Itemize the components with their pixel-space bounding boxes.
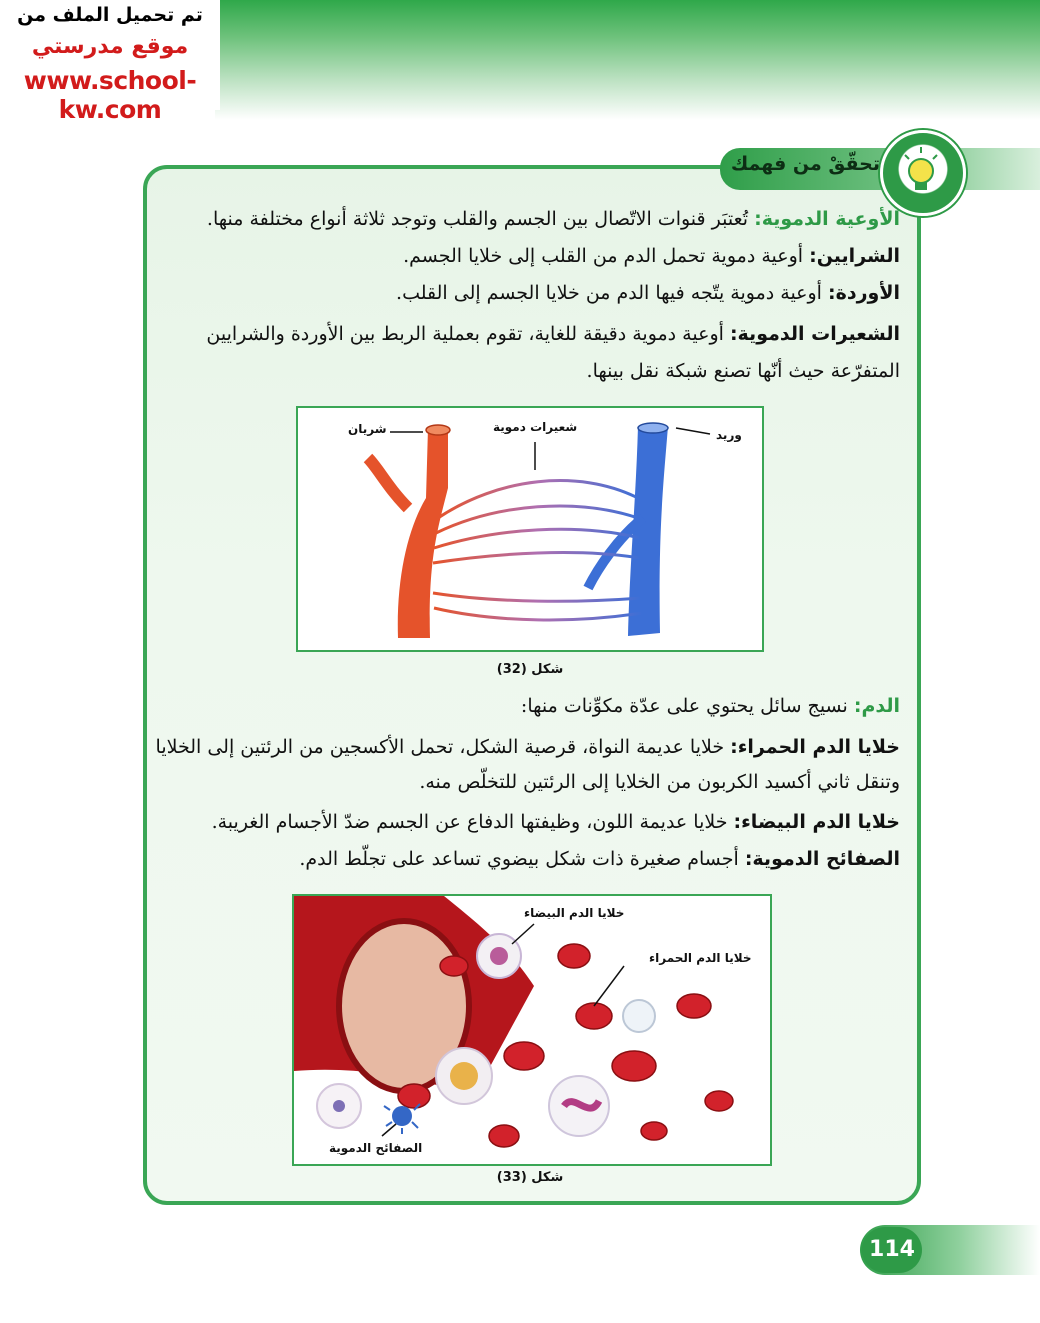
term-rbc: خلايا الدم الحمراء: [730, 736, 900, 758]
label-vein: وريد [716, 428, 742, 442]
text-platelets: أجسام صغيرة ذات شكل بيضوي تساعد على تجلّط الدم. [299, 848, 745, 870]
wbc-paragraph [150, 808, 900, 837]
vessels-paragraph [150, 205, 900, 234]
blood-vessels-illustration [298, 408, 762, 650]
label-wbc: خلايا الدم البيضاء [524, 906, 625, 920]
arteries-paragraph [150, 242, 900, 271]
figure-32-caption: شكل (32) [496, 662, 564, 677]
term-arteries: الشرايين: [809, 245, 900, 267]
text-wbc: خلايا عديمة اللون، وظيفتها الدفاع عن الجسم ضدّ الأجسام الغريبة. [211, 811, 734, 833]
page-number: 114 [862, 1227, 922, 1273]
blood-cells-illustration [294, 896, 770, 1164]
text-arteries: أوعية دموية تحمل الدم من القلب إلى خلايا الجسم. [403, 245, 810, 267]
term-vessels: الأوعية الدموية: [754, 208, 900, 230]
veins-paragraph [150, 279, 900, 308]
label-capillaries: شعيرات دموية [493, 420, 578, 434]
figure-33-blood-cells [292, 894, 772, 1166]
text-blood: نسيج سائل يحتوي على عدّة مكوِّنات منها: [520, 695, 854, 717]
figure-33-caption: شكل (33) [496, 1170, 564, 1185]
label-artery: شريان [348, 422, 387, 436]
lightbulb-icon [880, 130, 966, 216]
term-platelets: الصفائح الدموية: [744, 848, 900, 870]
site-watermark [0, 0, 220, 124]
term-veins: الأوردة: [828, 282, 900, 304]
watermark-line-2: موقع مدرستي [31, 34, 189, 59]
section-title: تحقّقْ من فهمك [730, 153, 880, 175]
text-capillaries: أوعية دموية دقيقة للغاية، تقوم بعملية الربط بين الأوردة والشرايين المتفرّعة حيث أنّها تصنع شبكة نقل بينها. [206, 323, 900, 383]
rbc-paragraph [150, 730, 900, 800]
watermark-line-1: تم تحميل الملف من [17, 4, 203, 26]
blood-paragraph [150, 692, 900, 721]
term-capillaries: الشعيرات الدموية: [729, 323, 900, 345]
text-vessels: تُعتبَر قنوات الاتّصال بين الجسم والقلب وتوجد ثلاثة أنواع مختلفة منها. [206, 208, 755, 230]
platelets-paragraph [150, 845, 900, 874]
figure-32-vessels [296, 406, 764, 652]
text-rbc: خلايا عديمة النواة، قرصية الشكل، تحمل الأكسجين من الرئتين إلى الخلايا وتنقل ثاني أكسيد الكربون من الخلايا إلى الرئتين للتخلّص منه. [155, 736, 900, 794]
watermark-url[interactable]: www.school-kw.com [23, 66, 197, 124]
label-platelets: الصفائح الدموية [329, 1141, 423, 1155]
term-blood: الدم: [853, 695, 900, 717]
capillaries-paragraph [150, 316, 900, 390]
top-decorative-band [215, 0, 1040, 120]
label-rbc: خلايا الدم الحمراء [649, 951, 752, 965]
term-wbc: خلايا الدم البيضاء: [733, 811, 900, 833]
text-veins: أوعية دموية يتّجه فيها الدم من خلايا الجسم إلى القلب. [396, 282, 829, 304]
